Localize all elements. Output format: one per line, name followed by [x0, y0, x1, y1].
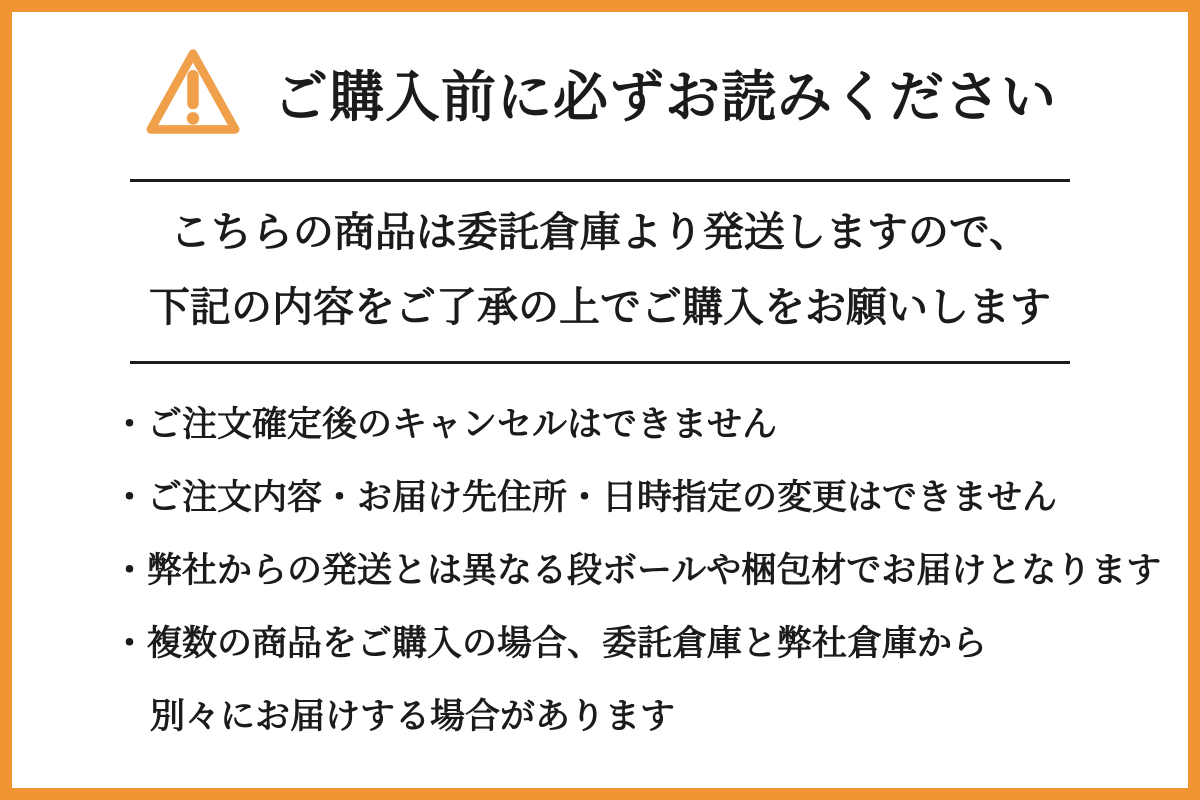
notice-header [72, 46, 1128, 138]
intro-line-2: 下記の内容をご了承の上でご購入をお願いします [149, 284, 1051, 330]
bullet-item-packaging: ・弊社からの発送とは異なる段ボールや梱包材でお届けとなります [112, 551, 1162, 590]
divider-top [130, 179, 1070, 182]
notice-title: ご購入前に必ずお読みください [272, 65, 1057, 128]
divider-bottom [130, 361, 1070, 364]
warning-triangle-icon [143, 46, 243, 138]
bullet-continuation-line: 別々にお届けする場合があります [150, 697, 676, 736]
notice-bullet-list [112, 405, 1162, 736]
bullet-item-multiple-orders: ・複数の商品をご購入の場合、委託倉庫と弊社倉庫から [112, 624, 988, 663]
bullet-item-cancel: ・ご注文確定後のキャンセルはできません [112, 405, 778, 444]
bullet-item-no-change: ・ご注文内容・お届け先住所・日時指定の変更はできません [112, 478, 1058, 517]
intro-line-1: こちらの商品は委託倉庫より発送しますので、 [169, 209, 1031, 255]
notice-intro [72, 195, 1128, 345]
